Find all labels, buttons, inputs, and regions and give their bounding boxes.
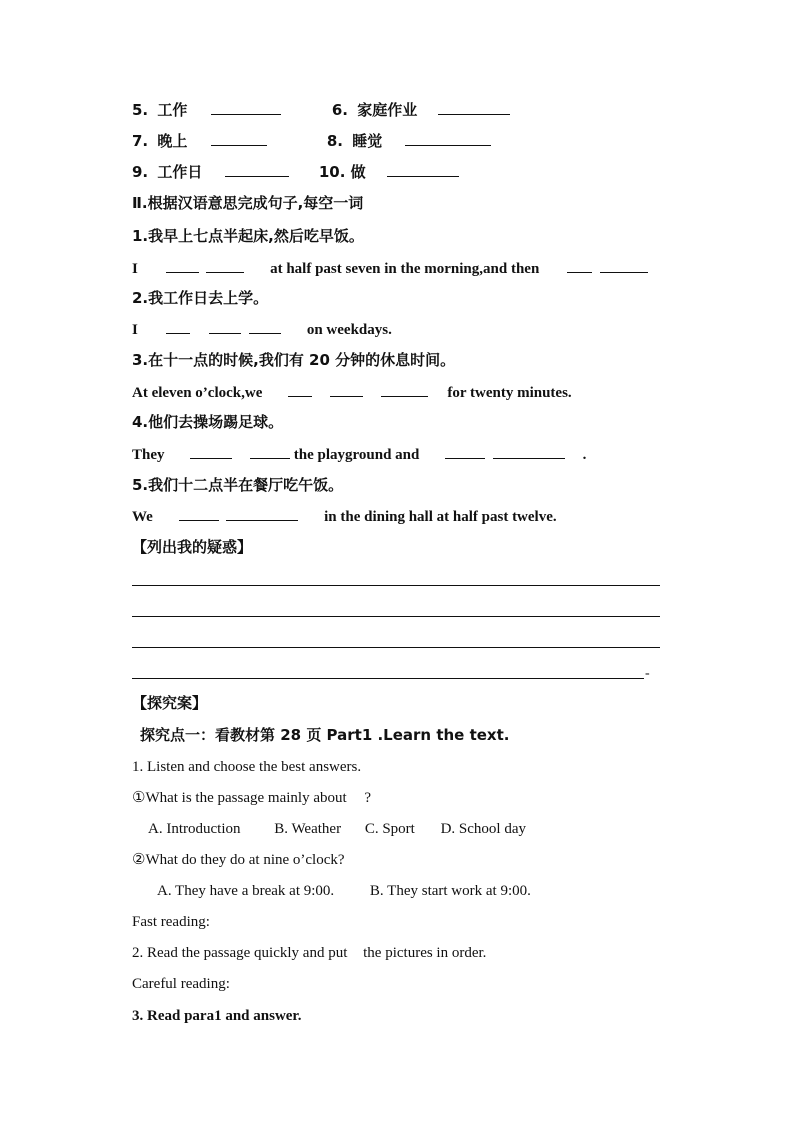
sentence-mid: at half past seven in the morning,and then [270,261,540,277]
question-1b-options [157,881,531,901]
question-2-end: the pictures in order. [363,945,487,961]
sentence-zh: 5.我们十二点半在餐厅吃午饭。 [132,476,344,494]
writing-line[interactable] [132,678,644,679]
careful-reading-label: Careful reading: [132,976,230,992]
sentence-zh: 4.他们去操场踢足球。 [132,413,284,431]
question-1: 1. Listen and choose the best answers. [132,759,362,775]
sentence-start: I [132,322,138,338]
option-a[interactable]: A. Introduction [148,821,241,837]
answer-blank[interactable] [381,382,428,397]
sentence-zh: 3.在十一点的时候,我们有 20 分钟的休息时间。 [132,351,456,369]
vocab-num: 6. [331,101,348,119]
answer-blank[interactable] [226,506,298,521]
sentence-mid: the playground and [293,447,420,463]
answer-blank[interactable] [179,506,219,521]
section2-heading: Ⅱ.根据汉语意思完成句子,每空一词 [132,194,364,212]
vocab-num: 8. [326,132,343,150]
answer-blank[interactable] [567,258,592,273]
sentence-en-row [132,382,572,403]
answer-blank[interactable] [387,162,459,177]
question-3: 3. Read para1 and answer. [132,1008,302,1024]
explore-heading: 【探究案】 [132,694,208,712]
question-2-start: 2. Read the passage quickly and put [132,945,348,961]
vocab-num: 7. [132,132,149,150]
sentence-end: . [582,447,587,463]
sentence-en-row [132,319,392,340]
answer-blank[interactable] [288,382,312,397]
writing-line[interactable] [132,616,660,617]
answer-blank[interactable] [211,131,267,146]
vocab-row-1 [132,100,510,120]
sentence-start: At eleven o’clock,we [132,385,263,401]
answer-blank[interactable] [166,319,190,334]
vocab-row-2 [132,131,491,151]
sentence-en-row [132,444,586,465]
vocab-word: 家庭作业 [357,101,418,119]
sentence-start: They [132,447,165,463]
question-1a-mark: ? [364,790,372,806]
option-c[interactable]: C. Sport [364,821,415,837]
line-trail-mark: - [645,666,650,681]
answer-blank[interactable] [445,444,485,459]
answer-blank[interactable] [166,258,199,273]
sentence-start: We [132,509,153,525]
sentence-en-row [132,258,648,279]
vocab-word: 工作日 [157,163,203,181]
answer-blank[interactable] [600,258,648,273]
question-1a-options [148,819,526,839]
answer-blank[interactable] [206,258,244,273]
explore-point1: 探究点一：看教材第 28 页 Part1 .Learn the text. [140,726,510,744]
vocab-num: 5. [132,101,149,119]
answer-blank[interactable] [211,100,281,115]
sentence-zh: 1.我早上七点半起床,然后吃早饭。 [132,227,364,245]
vocab-row-3 [132,162,459,182]
answer-blank[interactable] [225,162,289,177]
sentence-en-row [132,506,557,527]
question-1b: ②What do they do at nine o’clock? [132,852,345,868]
answer-blank[interactable] [438,100,510,115]
answer-blank[interactable] [250,444,290,459]
vocab-word: 工作 [157,101,188,119]
option-b[interactable]: B. Weather [274,821,342,837]
sentence-mid: on weekdays. [306,322,392,338]
sentence-start: I [132,261,138,277]
sentence-mid: for twenty minutes. [447,385,572,401]
vocab-num: 9. [132,163,149,181]
answer-blank[interactable] [493,444,565,459]
question-2-row [132,943,486,963]
question-1a-row [132,788,371,808]
doubts-heading: 【列出我的疑惑】 [132,538,253,556]
writing-line[interactable] [132,585,660,586]
answer-blank[interactable] [190,444,232,459]
answer-blank[interactable] [209,319,241,334]
vocab-word: 做 [350,163,366,181]
option-b[interactable]: B. They start work at 9:00. [369,883,531,899]
vocab-word: 晚上 [157,132,188,150]
option-a[interactable]: A. They have a break at 9:00. [157,883,335,899]
question-1a: ①What is the passage mainly about [132,790,347,806]
vocab-num: 10. [318,163,346,181]
answer-blank[interactable] [249,319,281,334]
answer-blank[interactable] [330,382,363,397]
writing-line[interactable] [132,647,660,648]
sentence-zh: 2.我工作日去上学。 [132,289,269,307]
sentence-mid: in the dining hall at half past twelve. [324,509,557,525]
option-d[interactable]: D. School day [440,821,526,837]
answer-blank[interactable] [405,131,491,146]
vocab-word: 睡觉 [352,132,383,150]
fast-reading-label: Fast reading: [132,914,210,930]
